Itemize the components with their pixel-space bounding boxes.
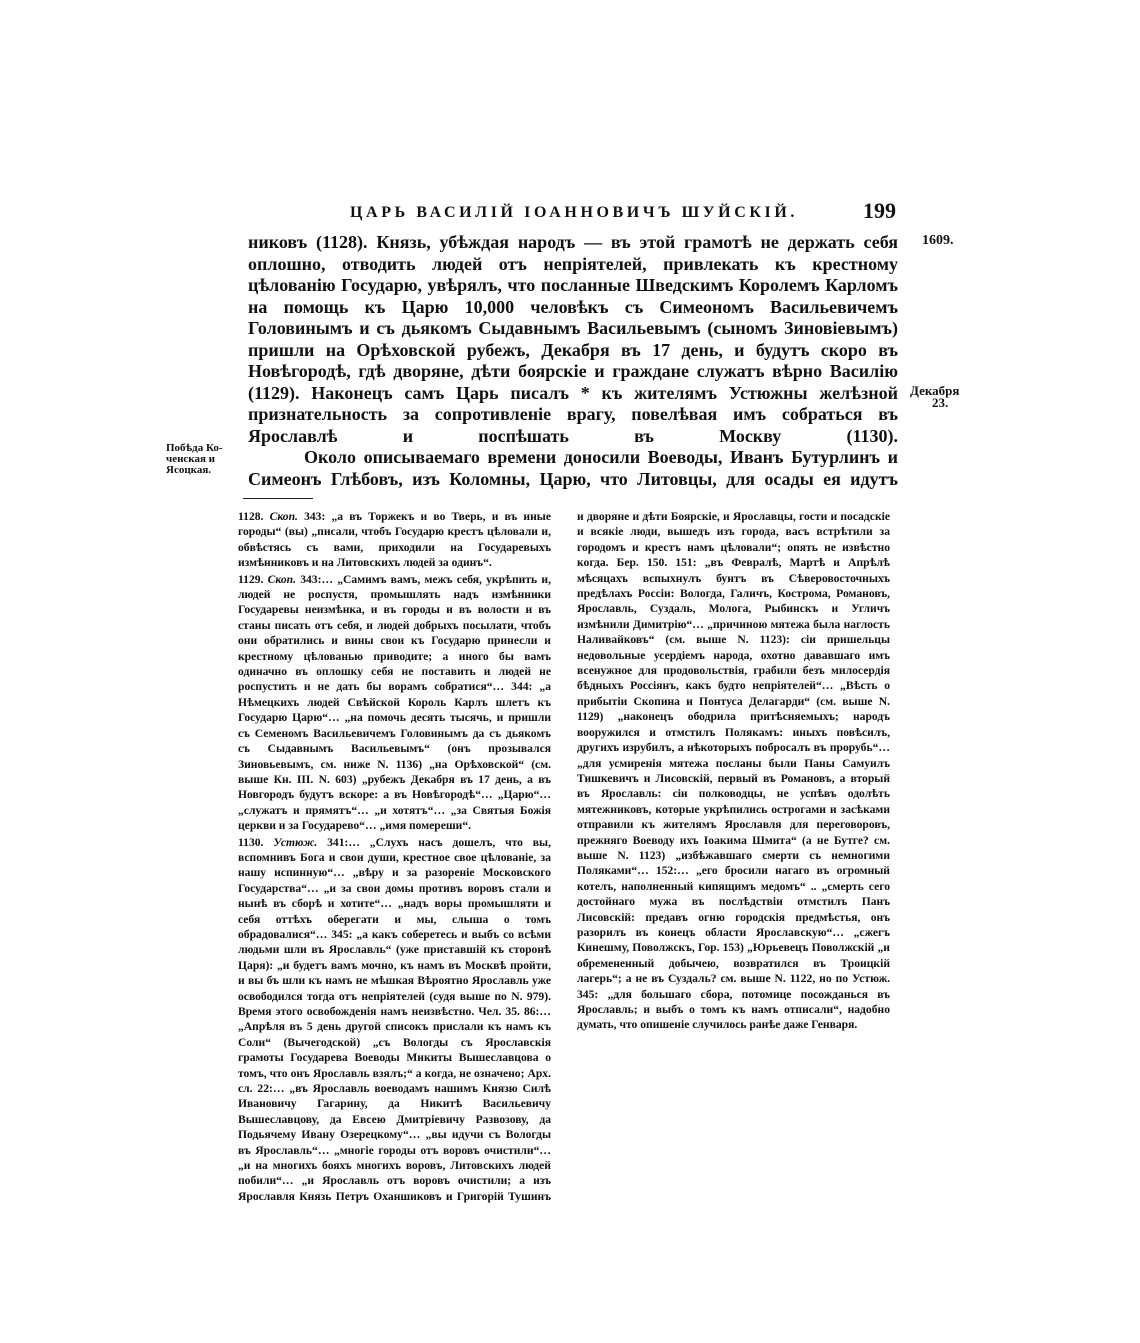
footnote — [238, 572, 551, 834]
margin-date-day: 23. — [932, 395, 949, 410]
margin-note — [166, 443, 246, 476]
main-paragraph: никовъ (1128). Князь, убѣждая народъ — въ этой грамотѣ не держать себя оплошно, отводить людей отъ непріятелей, привлекать къ крестному цѣлованію Государю, увѣрялъ, что посланные Шведскимъ Королемъ Карломъ на помощь къ Царю 10,000 человѣкъ съ Симеономъ Васильевичемъ Головинымъ и съ дьякомъ Сыдавнымъ Васильевымъ (сыномъ Зиновіевымъ) пришли на Орѣховской рубежъ, Декабря въ 17 день, и будутъ скоро въ Новѣгородѣ, гдѣ дворяне, дѣти боярскіе и граждане служатъ вѣрно Василію (1129). Наконецъ самъ Царь писалъ * къ жителямъ Устюжны желѣзной признательность за сопротивленіе врагу, повелѣвая имъ собраться въ Ярославлѣ и поспѣшать въ Москву (1130). — [248, 232, 898, 446]
page-header — [290, 200, 896, 230]
margin-note-line: ченская и — [166, 453, 216, 465]
margin-date-month: Декабря — [910, 383, 960, 398]
footnote — [238, 509, 551, 571]
footnote-source: Скоп. — [269, 510, 298, 523]
footnote-source: Скоп. — [267, 572, 296, 586]
margin-note-line: Побѣда Ко- — [166, 442, 223, 454]
footnote-number: 1128. — [238, 510, 264, 523]
footnote-number: 1130. — [238, 835, 264, 849]
margin-year: 1609. — [922, 233, 954, 248]
footnote-text: 343: „а въ Торжекъ и во Тверь, и въ иные городы“ (вы) „писали, чтобъ Государю крестъ цѣловали и, обвѣстясь съ вами, приходили на Государевыхъ измѣнниковъ и на Литовскихъ людей за одинъ“. — [238, 510, 551, 570]
footnote-number: 1129. — [238, 572, 264, 586]
footnote-rule — [243, 498, 313, 499]
main-paragraph: Около описываемаго времени доносили Воеводы, Иванъ Бутурлинъ и Симеонъ Глѣбовъ, изъ Коломны, Царю, что Литовцы, для осады ея идутъ — [248, 447, 898, 489]
footnote-text: 341:… „Слухъ насъ дошелъ, что вы, вспомнивъ Бога и свои души, крестное свое цѣлованіе, за нашу испинную“… „вѣру и за разореніе Московского Государства“… „и за свои домы противъ воровъ стали и нынѣ въ сборѣ и хотите“… „надъ воры промышляти и себя оттѣхъ оберегати и мы, слыша о томъ обрадовалися“… 345: „а какъ соберетесь и выбъ со всѣми людьми шли въ Ярославль“ (уже приставшій къ сторонѣ Царя): „и будетъ вамъ мочно, къ намъ въ Москвѣ пройти, и вы бъ шли къ намъ не мѣшкая Вѣроятно Ярославль уже освободился тогда отъ непріятелей (судя выше по N. 979). Время этого освобожденія намъ неизвѣстно. Чел. 35. 86:… „Апрѣля въ 5 день другой списокъ прислали къ намъ къ Соли“ (Вычегодской) „съ Вологды съ Ярославскія грамоты Государева Воеводы Микиты Вышеславцова о томъ, что онъ Ярославль взялъ;“ а когда, не означено; Арх. сл. 22:… „въ Ярославль воеводамъ нашимъ Князю Силѣ Ивановичу Гагарину, да Никитѣ Васильевичу Вышеславцову, да Евсею Дмитріевичу Развозову, да Подьячему Ивану Озерецкому“… „вы идучи съ Вологды въ Ярославль“… „многіе городы отъ воровъ очистили“… „и на многихъ бояхъ многихъ воровъ, Литовскихъ людей побили“… „и Ярославль отъ воровъ очистили; а изъ Ярославля Князь Петръ Оханшиковъ и Григорій Тушинъ и дворяне и дѣти Боярскіе, и Ярославцы, гости и посадскіе и всякіе люди, вышедъ изъ города, васъ встрѣтили за городомъ и крестъ намъ цѣловали“; опять не извѣстно когда. Бер. 150. 151: „въ Февралѣ, Мартѣ и Апрѣлѣ мѣсяцахъ вспыхнулъ бунтъ въ Сѣверовосточныхъ предѣлахъ Россіи: Вологда, Галичъ, Кострома, Романовъ, Ярославль, Суздаль, Молога, Рыбинскъ и Угличъ измѣнили Димитрію“… „причиною мятежа была наглость Наливайковъ“ (см. выше N. 1123): сіи пришельцы недовольные усердіемъ народа, охотно дававшаго имъ всенужное для продовольствія, грабили безъ милосердія бѣдныхъ Россіянъ, какъ будто непріятелей“… „Вѣсть о прибытіи Скопина и Понтуса Делагарди“ (см. выше N. 1129) „наконецъ ободрила притѣсняемыхъ; народъ вооружился и отмстилъ Полякамъ: иныхъ повѣсилъ, другихъ изрубилъ, а нѣкоторыхъ побросалъ въ прорубь“… „для усмиренія мятежа посланы были Паны Самуилъ Тишкевичъ и Лисовскій, первый въ Романовъ, а вторый въ Ярославль: сіи полководцы, не успѣвъ одолѣть мятежниковъ, которые укрѣпились острогами и засѣками отправили къ жителямъ Ярославля для переговоровъ, прежняго Воеводу ихъ Іоакима Шмита“ (а не Бутге? см. выше N. 1123) „избѣжавшаго смерти съ немногими Поляками“… 152:… „его бросили нагаго въ огромный котелъ, наполненный кипящимъ медомъ“ .. „смерть сего достойнаго мужа въ послѣдствіи отмстилъ Панъ Лисовскій: предавъ огню городскія предмѣстья, онъ разорилъ въ конецъ области Ярославскую“… „сжегъ Кинешму, Поволжскъ, Гор. 153) „Юрьевецъ Поволжскій „и обремененный добычею, возвратился въ Троицкій лагерь“; а не въ Суздаль? см. выше N. 1122, но по Устюж. 345: „для большаго сбора, потомице посожданься въ Ярославль; и выбъ о томъ къ намъ отписали“, надобно думать, что опишеніе случилось ранѣе даже Генваря. — [238, 510, 890, 1203]
page-number: 199 — [863, 198, 896, 223]
margin-date — [910, 385, 980, 409]
footnotes — [238, 509, 890, 1214]
margin-note-line: Ясоцкая. — [166, 464, 212, 476]
running-head: ЦАРЬ ВАСИЛІЙ ІОАННОВИЧЪ ШУЙСКІЙ. — [350, 204, 799, 221]
footnote-text: 343:… „Самимъ вамъ, межъ себя, укрѣпить и, людей не роспустя, промышлять надъ измѣнники Государевы неизмѣнка, и въ городы и въ волости и въ станы писать отъ себя, и людей добрыхъ посылати, чтобъ они обратились и вины свои къ Государю принесли и крестному цѣлованью приводите; а иного бы вамъ одиначно въ оплошку себя не поставить и людей не роспустить и не дать бы ворамъ собратися“… 344: „а Нѣмецкихъ людей Свѣйской Король Карлъ шлетъ къ Государю Царю“… „на помочь десять тысячь, и пришли съ Семеномъ Васильевичемъ Головинымъ да съ дьякомъ съ Сыдавнымъ Васильевымъ“ (онъ прозывался Зиновьевымъ, см. ниже N. 1136) „на Орѣховской“ (см. выше Кн. III. N. 603) „рубежъ Декабря въ 17 день, а въ Новгородъ будутъ вскоре: а въ Новѣгородѣ“… „Царю“… „служатъ и прямятъ“… „и хотятъ“… „за Святыя Божія церкви и за Государево“… „имя помереши“. — [238, 572, 551, 833]
main-text — [248, 232, 898, 490]
footnote-source: Устюж. — [273, 835, 318, 849]
